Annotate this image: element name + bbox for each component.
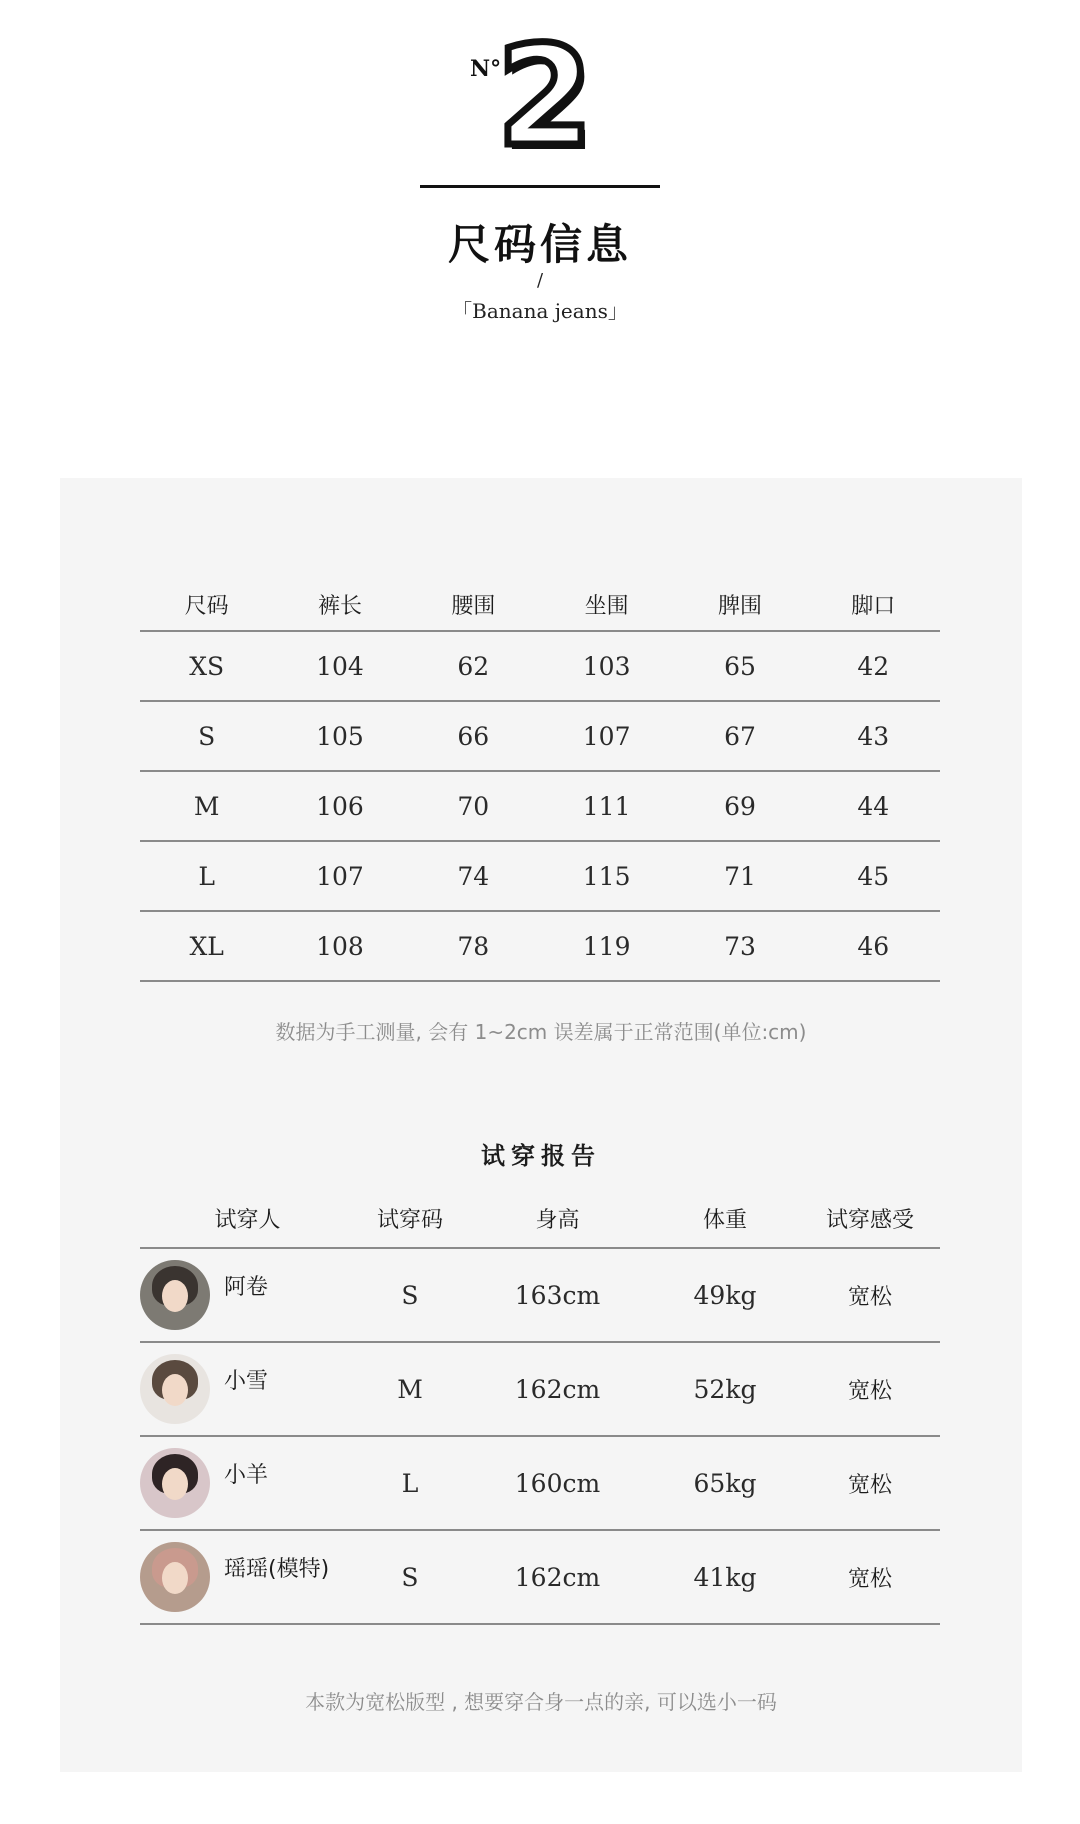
table-cell: 65kg	[693, 1468, 757, 1498]
table-cell: 宽松	[847, 1566, 892, 1592]
tester-cell	[140, 1542, 355, 1612]
table-cell: L	[198, 861, 215, 891]
table-cell: 73	[724, 931, 756, 961]
table-cell: M	[397, 1374, 423, 1404]
size-table	[140, 578, 940, 982]
table-cell: XL	[189, 931, 224, 961]
table-cell: 宽松	[847, 1472, 892, 1498]
column-header: 试穿人	[214, 1208, 281, 1233]
table-cell: S	[198, 721, 216, 751]
table-cell: 111	[582, 791, 631, 821]
size-info-panel	[60, 478, 1022, 1772]
tester-cell	[140, 1448, 355, 1518]
avatar	[140, 1542, 210, 1612]
table-row	[140, 772, 940, 842]
table-cell: 42	[857, 651, 890, 681]
column-header: 试穿码	[376, 1208, 443, 1233]
title-divider	[420, 185, 660, 188]
table-cell: M	[193, 791, 220, 821]
title-slash: /	[536, 270, 544, 291]
column-header: 裤长	[317, 593, 362, 619]
table-cell: 162cm	[514, 1374, 601, 1404]
table-cell: 106	[316, 791, 364, 821]
measurement-note: 数据为手工测量, 会有 1~2cm 误差属于正常范围(单位:cm)	[275, 1020, 807, 1044]
table-cell: 宽松	[847, 1378, 892, 1404]
table-cell: 163cm	[514, 1280, 601, 1310]
column-header: 尺码	[184, 593, 229, 619]
table-cell: 103	[582, 651, 631, 681]
try-table-header	[140, 1190, 940, 1249]
table-row	[140, 632, 940, 702]
table-cell: L	[401, 1468, 419, 1498]
size-table-header	[140, 578, 940, 632]
table-cell: 115	[582, 861, 631, 891]
table-cell: S	[401, 1280, 419, 1310]
tester-cell	[140, 1260, 355, 1330]
column-header: 身高	[535, 1208, 580, 1233]
tester-cell	[140, 1354, 355, 1424]
number-prefix: N°	[470, 56, 502, 82]
table-cell: 69	[724, 791, 756, 821]
avatar	[140, 1354, 210, 1424]
table-row	[140, 842, 940, 912]
table-cell: 宽松	[847, 1284, 892, 1310]
column-header: 脚口	[851, 593, 896, 619]
table-cell: 43	[857, 721, 890, 751]
table-row	[140, 912, 940, 982]
table-cell: 160cm	[514, 1468, 601, 1498]
table-cell: 71	[724, 861, 756, 891]
table-cell: 78	[457, 931, 490, 961]
avatar	[140, 1448, 210, 1518]
table-cell: XS	[189, 651, 225, 681]
tester-name: 阿卷	[224, 1274, 269, 1300]
product-subtitle: 「Banana jeans」	[452, 299, 628, 323]
table-cell: 41kg	[693, 1562, 757, 1592]
fit-note: 本款为宽松版型 , 想要穿合身一点的亲, 可以选小一码	[305, 1690, 777, 1714]
avatar	[140, 1260, 210, 1330]
try-report-table	[140, 1190, 940, 1625]
tester-name: 小羊	[224, 1462, 269, 1488]
table-cell: 62	[457, 651, 490, 681]
table-cell: 49kg	[693, 1280, 757, 1310]
table-cell: 107	[582, 721, 631, 751]
table-cell: 46	[857, 931, 890, 961]
table-cell: 45	[857, 861, 890, 891]
column-header: 脾围	[717, 593, 762, 619]
table-row	[140, 702, 940, 772]
table-cell: 105	[316, 721, 364, 751]
table-cell: 162cm	[514, 1562, 601, 1592]
try-report-title: 试穿报告	[481, 1142, 601, 1170]
table-cell: 65	[724, 651, 756, 681]
table-cell: 67	[724, 721, 756, 751]
table-row	[140, 1343, 940, 1437]
table-row	[140, 1531, 940, 1625]
tester-name: 瑶瑶(模特)	[224, 1556, 330, 1582]
section-number: 2	[497, 16, 594, 177]
table-cell: 70	[457, 791, 490, 821]
table-cell: 66	[457, 721, 490, 751]
table-cell: 74	[457, 861, 490, 891]
column-header: 坐围	[584, 593, 629, 619]
table-row	[140, 1249, 940, 1343]
table-cell: 104	[316, 651, 364, 681]
table-cell: 119	[582, 931, 631, 961]
table-row	[140, 1437, 940, 1531]
table-cell: 52kg	[693, 1374, 757, 1404]
table-cell: S	[401, 1562, 419, 1592]
table-cell: 44	[857, 791, 890, 821]
section-title: 尺码信息	[447, 220, 632, 269]
table-cell: 108	[316, 931, 364, 961]
tester-name: 小雪	[224, 1368, 269, 1394]
table-cell: 107	[316, 861, 364, 891]
column-header: 试穿感受	[825, 1208, 914, 1233]
column-header: 体重	[702, 1208, 747, 1233]
column-header: 腰围	[451, 593, 496, 619]
